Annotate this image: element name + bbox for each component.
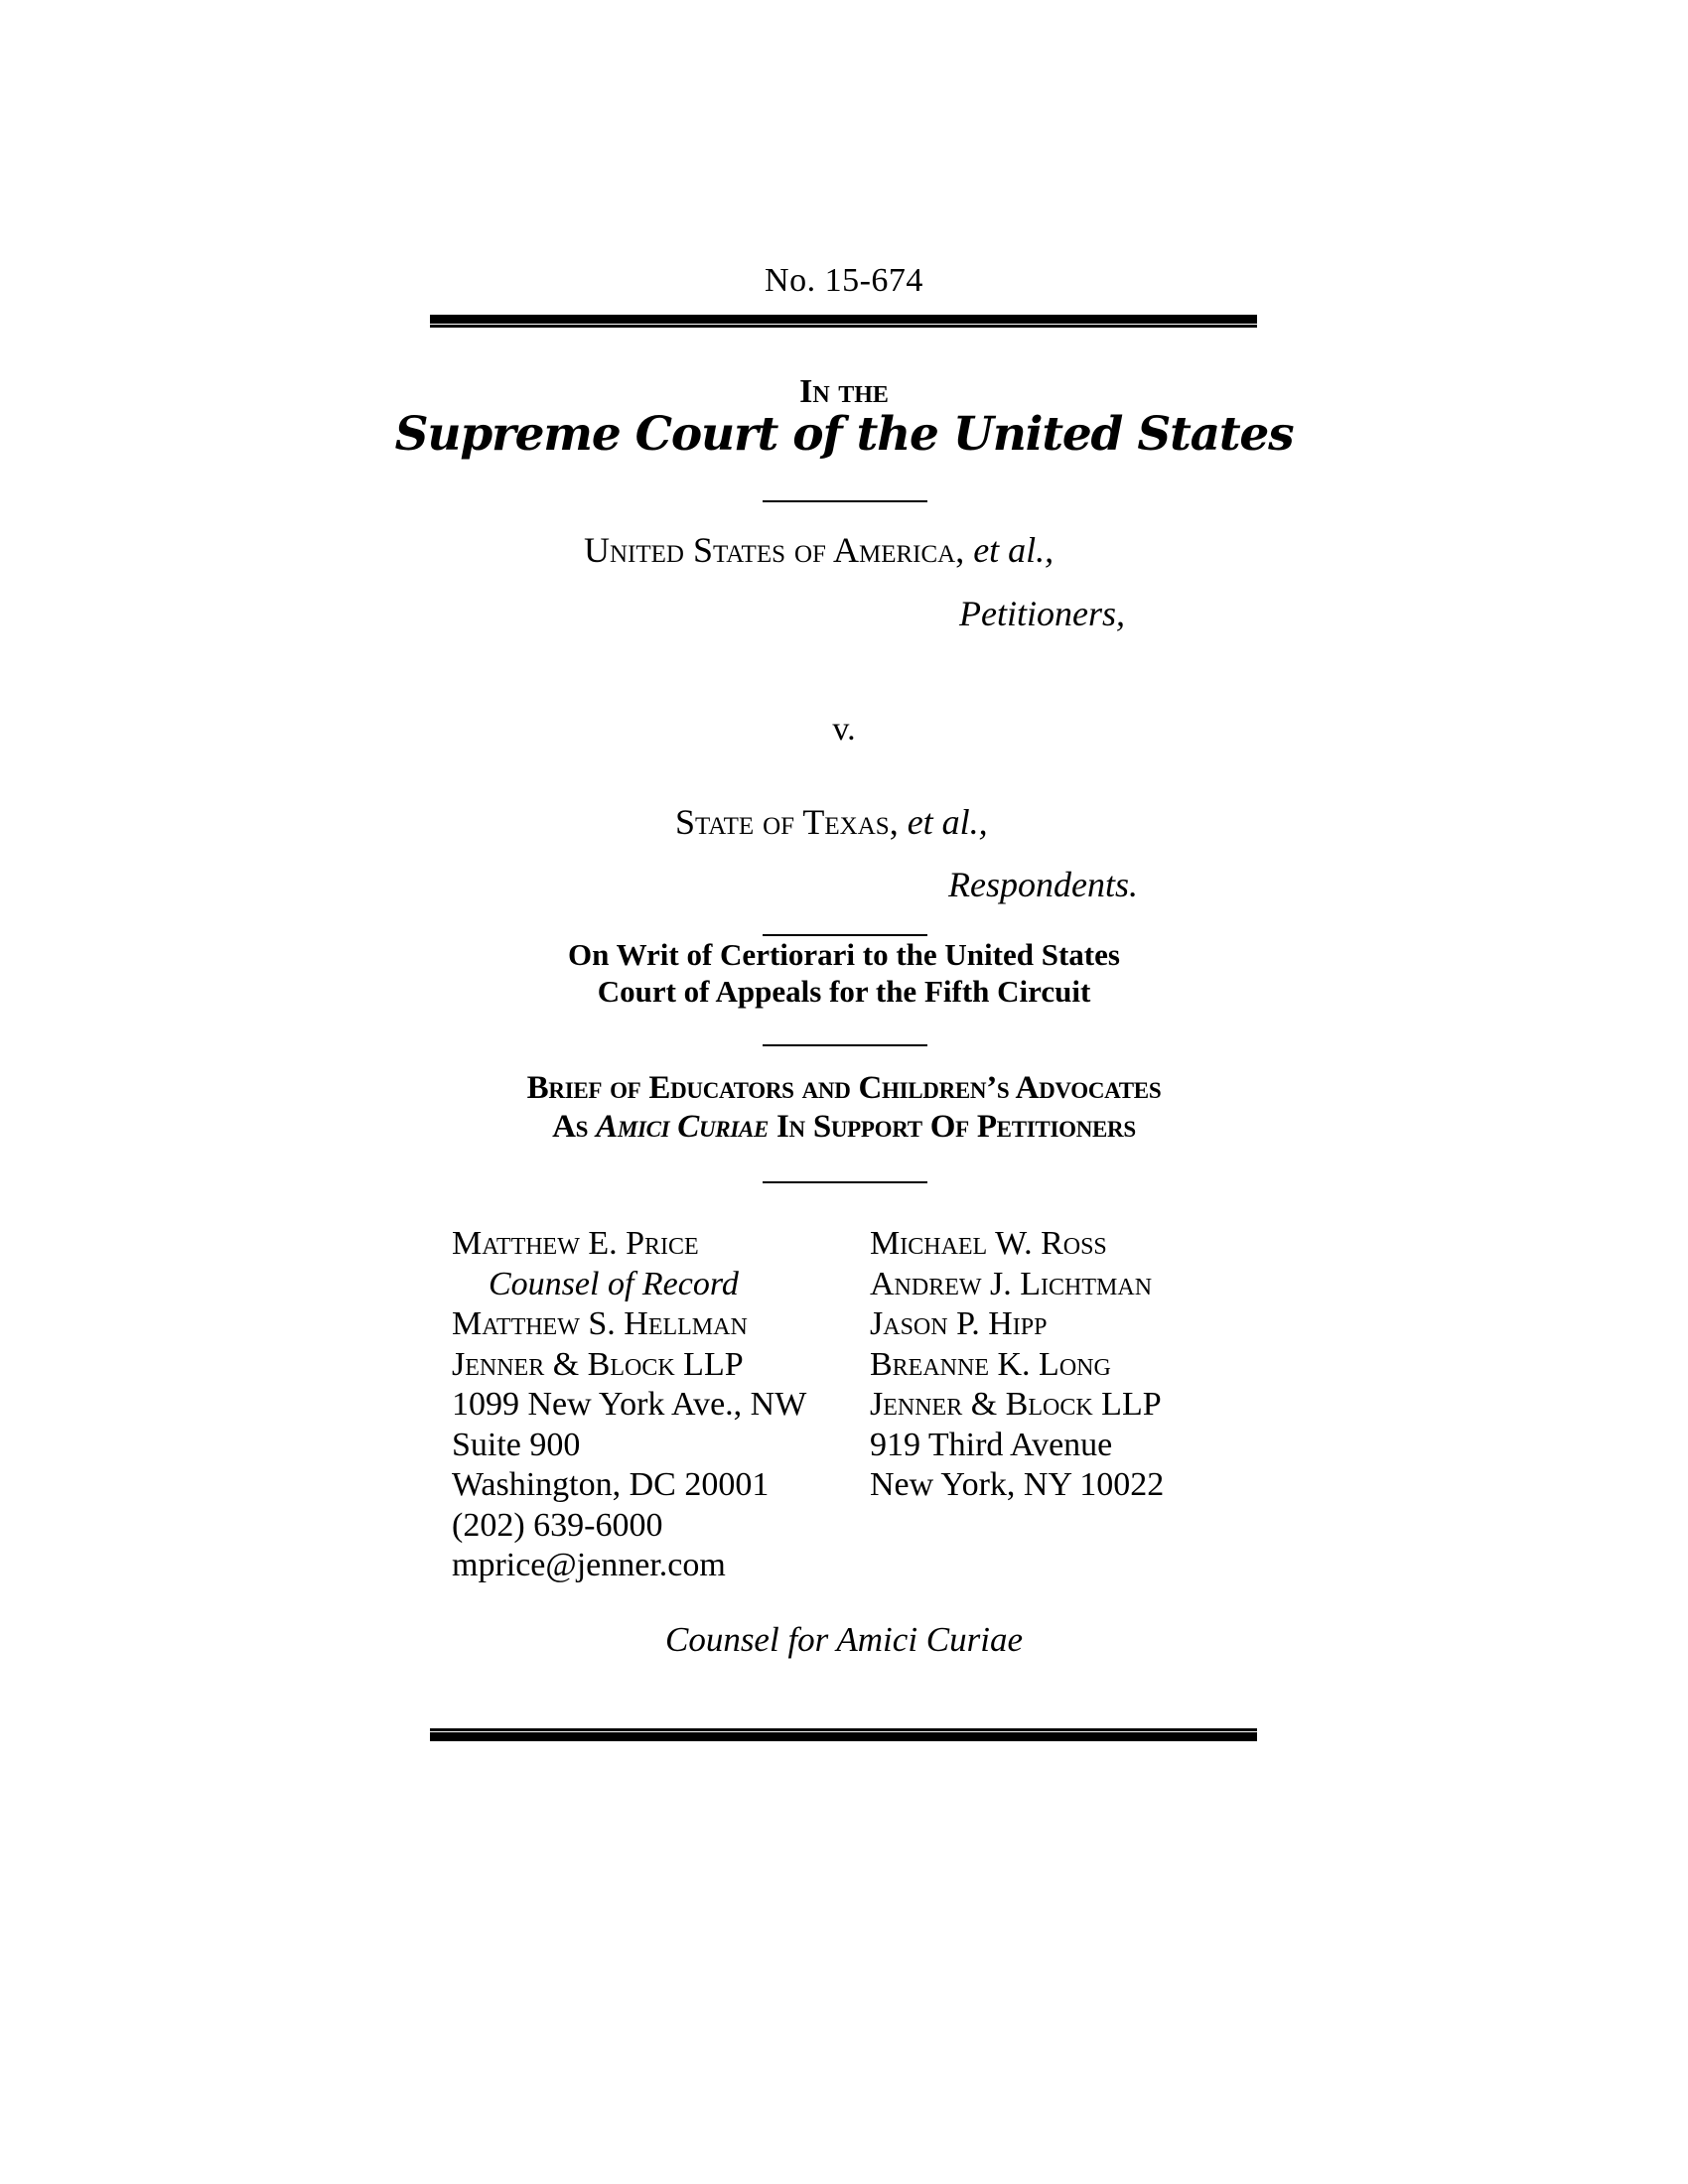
respondent-party-line — [675, 804, 988, 840]
address-city: Washington, DC 20001 — [452, 1466, 770, 1503]
top-rule-thin-bar — [430, 325, 1257, 328]
top-double-rule — [430, 315, 1257, 329]
address-street: 1099 New York Ave., NW — [452, 1386, 807, 1423]
counsel-name: Andrew J. Lichtman — [870, 1265, 1153, 1302]
counsel-name: Matthew E. Price — [452, 1225, 699, 1262]
separator-rule-1 — [763, 500, 927, 502]
address-suite: Suite 900 — [452, 1426, 581, 1463]
brief-title-amici-curiae: Amici Curiae — [596, 1109, 770, 1145]
respondent-comma: , — [889, 802, 908, 842]
separator-rule-4 — [763, 1181, 927, 1183]
counsel-for-amici-label: Counsel for Amici Curiae — [664, 1620, 1024, 1659]
versus-label: v. — [832, 711, 856, 748]
counsel-name: Michael W. Ross — [870, 1225, 1107, 1262]
address-street: 919 Third Avenue — [870, 1426, 1113, 1463]
separator-rule-2 — [763, 934, 927, 936]
respondent-name: State of Texas — [675, 802, 890, 842]
counsel-column-right — [870, 1224, 1164, 1506]
counsel-column-left — [452, 1224, 806, 1586]
law-firm-name: Jenner & Block LLP — [870, 1386, 1162, 1423]
counsel-name: Jason P. Hipp — [870, 1305, 1048, 1342]
counsel-name: Matthew S. Hellman — [452, 1305, 748, 1342]
brief-title-line-1: Brief of Educators and Children’s Advocates — [526, 1070, 1162, 1106]
docket-number: No. 15-674 — [765, 262, 923, 299]
writ-line-1: On Writ of Certiorari to the United States — [568, 937, 1120, 972]
email-address: mprice@jenner.com — [452, 1547, 726, 1583]
brief-title-line-2 — [0, 1111, 1688, 1144]
petitioner-party-line — [584, 532, 1054, 568]
phone-number: (202) 639-6000 — [452, 1506, 663, 1544]
brief-title-suffix: In Support Of Petitioners — [769, 1109, 1136, 1145]
writ-line-2: Court of Appeals for the Fifth Circuit — [597, 974, 1091, 1009]
court-preamble: In the — [799, 373, 889, 410]
bottom-double-rule — [430, 1728, 1257, 1741]
court-name: Supreme Court of the United States — [394, 407, 1294, 462]
counsel-name: Breanne K. Long — [870, 1345, 1111, 1383]
address-city: New York, NY 10022 — [870, 1466, 1165, 1503]
counsel-of-record-label: Counsel of Record — [489, 1265, 739, 1302]
top-rule-thick-bar — [430, 315, 1257, 324]
bottom-rule-thick-bar — [430, 1732, 1257, 1741]
petitioner-et-al: et al., — [973, 530, 1055, 570]
petitioner-role: Petitioners, — [959, 594, 1125, 633]
petitioner-name: United States of America — [584, 530, 956, 570]
respondent-et-al: et al., — [907, 802, 988, 842]
petitioner-comma: , — [955, 530, 974, 570]
bottom-rule-thin-bar — [430, 1728, 1257, 1731]
brief-title-prefix: As — [552, 1109, 597, 1145]
respondent-role: Respondents. — [948, 865, 1138, 904]
law-firm-name: Jenner & Block LLP — [452, 1345, 744, 1383]
separator-rule-3 — [763, 1044, 927, 1046]
